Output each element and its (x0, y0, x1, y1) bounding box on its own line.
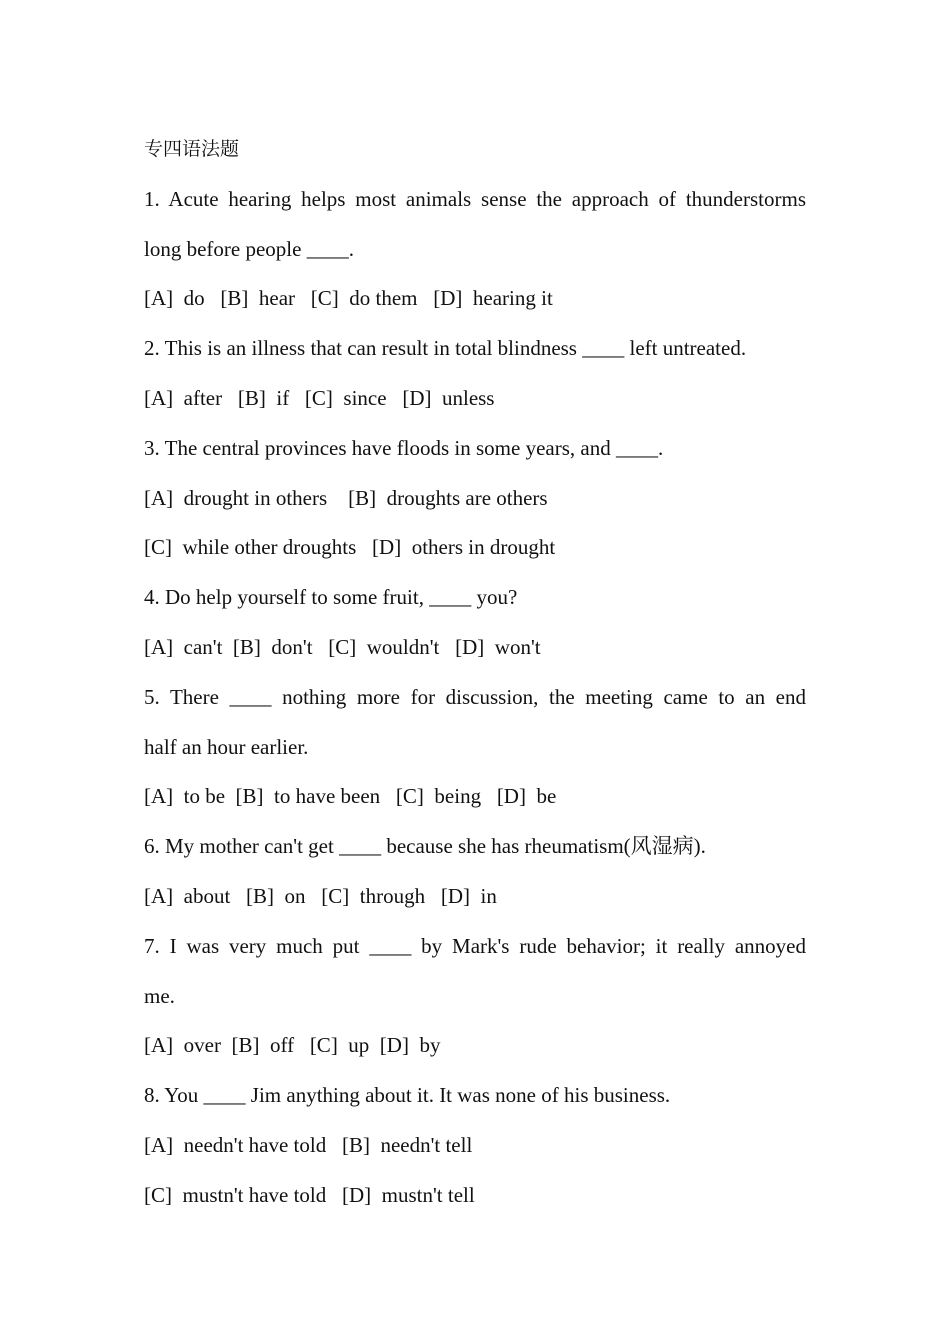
question-8-text: 8. You ____ Jim anything about it. It was none of his business. (144, 1083, 671, 1108)
document-page (144, 125, 806, 1221)
question-2-options: [A] after [B] if [C] since [D] unless (144, 385, 495, 410)
question-1-options: [A] do [B] hear [C] do them [D] hearing it (144, 286, 553, 311)
question-7-text-line-1: 7. I was very much put ____ by Mark's rude behavior; it really annoyed (144, 933, 806, 958)
question-7-text-line-2: me. (144, 983, 175, 1008)
question-6-options: [A] about [B] on [C] through [D] in (144, 883, 497, 908)
question-4-text: 4. Do help yourself to some fruit, ____ you? (144, 585, 518, 610)
question-8-options-line-1: [A] needn't have told [B] needn't tell (144, 1132, 473, 1157)
question-3-text: 3. The central provinces have floods in some years, and ____. (144, 435, 664, 460)
question-4-options: [A] can't [B] don't [C] wouldn't [D] won't (144, 634, 541, 659)
question-8-options-line-2: [C] mustn't have told [D] mustn't tell (144, 1182, 475, 1207)
question-3-options-line-2: [C] while other droughts [D] others in drought (144, 535, 556, 560)
question-1-text-line-1: 1. Acute hearing helps most animals sense the approach of thunderstorms (144, 186, 806, 211)
question-1-text-line-2: long before people ____. (144, 236, 354, 261)
question-5-options: [A] to be [B] to have been [C] being [D] be (144, 784, 557, 809)
question-5-text-line-2: half an hour earlier. (144, 734, 309, 759)
document-title: 专四语法题 (144, 138, 240, 160)
question-7-options: [A] over [B] off [C] up [D] by (144, 1033, 441, 1058)
question-5-text-line-1: 5. There ____ nothing more for discussion, the meeting came to an end (144, 684, 806, 709)
question-2-text: 2. This is an illness that can result in total blindness ____ left untreated. (144, 336, 747, 361)
question-3-options-line-1: [A] drought in others [B] droughts are others (144, 485, 548, 510)
question-6-text: 6. My mother can't get ____ because she has rheumatism(风湿病). (144, 834, 706, 859)
